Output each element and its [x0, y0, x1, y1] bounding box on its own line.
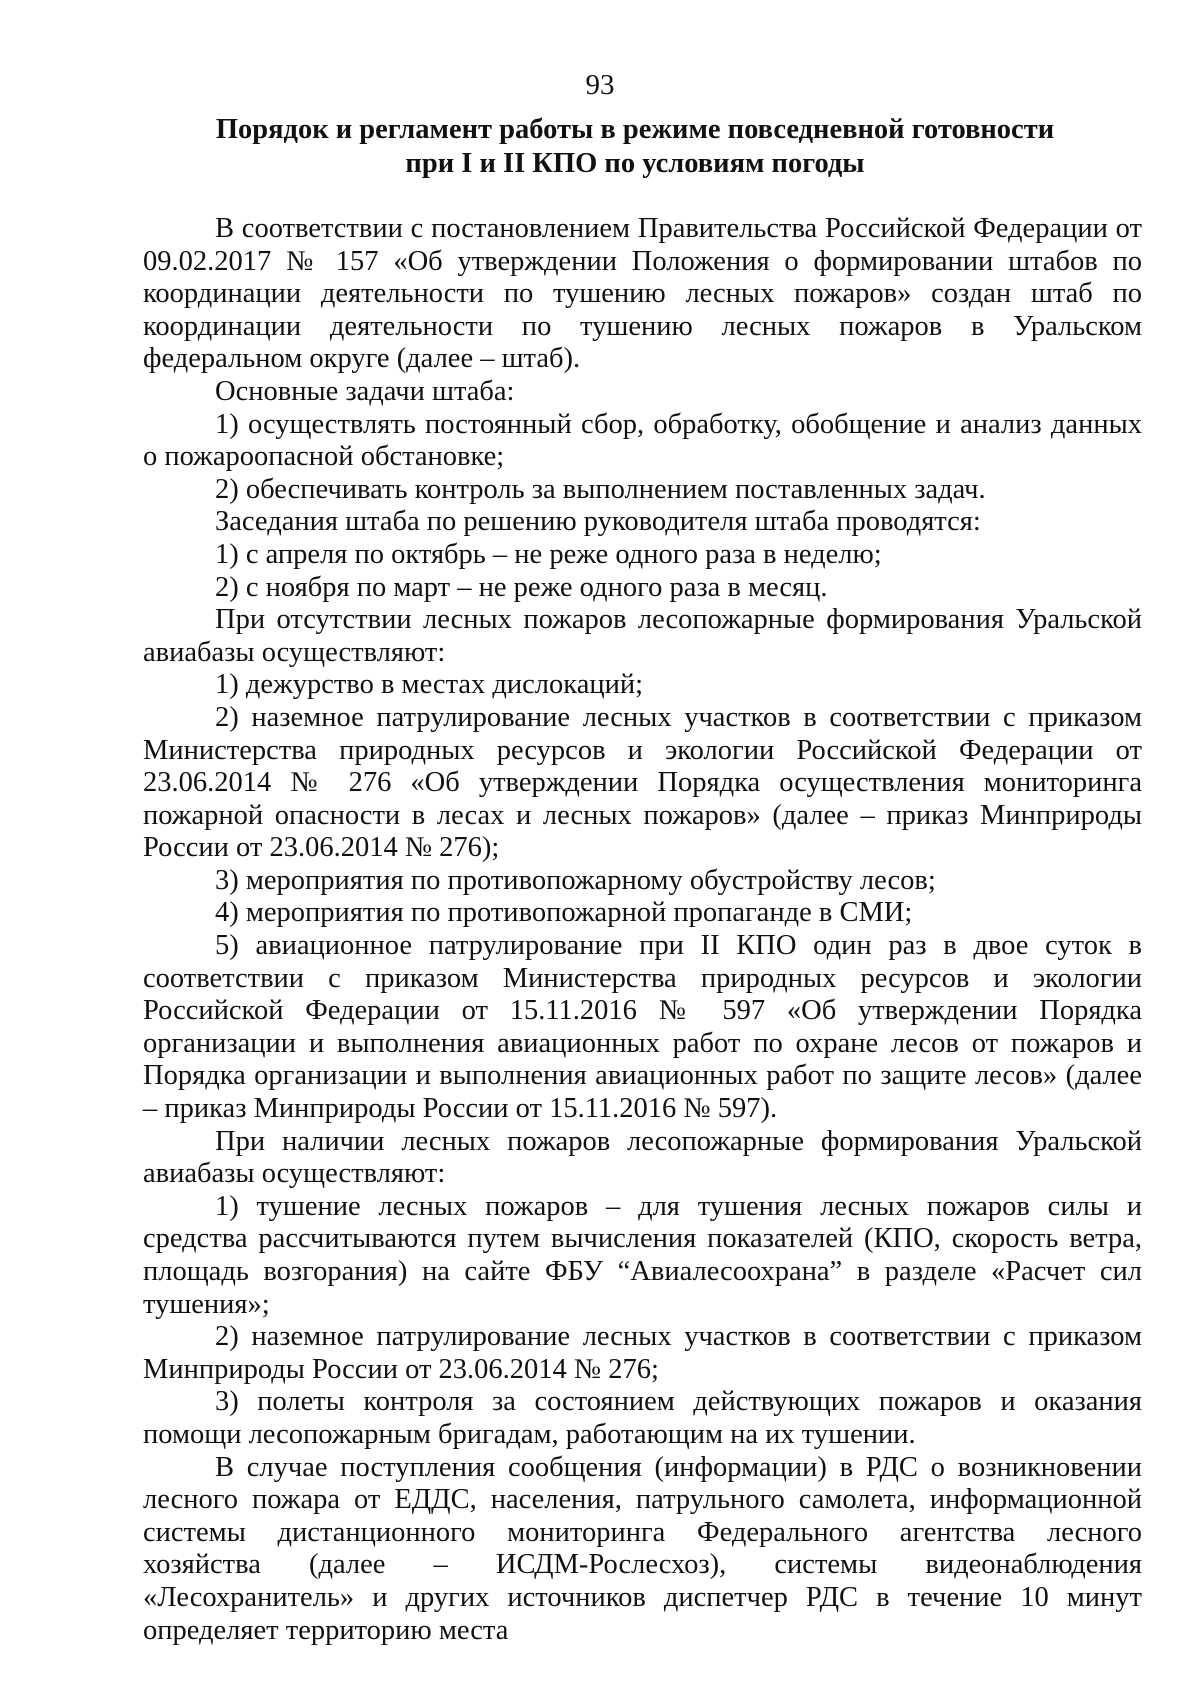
title-line-1: Порядок и регламент работы в режиме повседневной готовности	[215, 114, 1055, 145]
title-line-2: при I и II КПО по условиям погоды	[405, 147, 865, 179]
paragraph-meetings-heading: Заседания штаба по решению руководителя штаба проводятся:	[215, 506, 981, 538]
paragraph-fires-3: 3) полеты контроля за состоянием действующих пожаров и оказания помощи лесопожарным бригадам, работающим на их тушении.	[143, 1386, 1142, 1450]
paragraph-meetings-2: 2) с ноября по март – не реже одного раза в месяц.	[215, 571, 828, 603]
paragraph-fires-heading: При наличии лесных пожаров лесопожарные формирования Уральской авиабазы осуществляют:	[143, 1125, 1142, 1190]
page-number: 93	[585, 69, 615, 101]
document-title	[140, 113, 1130, 180]
paragraph-no-fires-3: 3) мероприятия по противопожарному обустройству лесов;	[215, 864, 936, 896]
paragraph-task-1: 1) осуществлять постоянный сбор, обработку, обобщение и анализ данных о пожароопасной обстановке;	[143, 408, 1142, 473]
paragraph-fires-1: 1) тушение лесных пожаров – для тушения лесных пожаров силы и средства рассчитываются путем вычисления показателей (КПО, скорость ветра, площадь возгорания) на сайте ФБУ “Авиалесоохрана” в разделе «Расчет сил тушения»;	[143, 1190, 1142, 1320]
paragraph-report-procedure: В случае поступления сообщения (информации) в РДС о возникновении лесного пожара от ЕДДС, населения, патрульного самолета, информационной системы дистанционного мониторинга Федерального агентства лесного хозяйства (далее – ИСДМ-Рослесхоз), системы видеонаблюдения «Лесохранитель» и других источников диспетчер РДС в течение 10 минут определяет территорию места	[143, 1451, 1142, 1646]
paragraph-no-fires-5: 5) авиационное патрулирование при II КПО один раз в двое суток в соответствии с приказом Министерства природных ресурсов и экологии Российской Федерации от 15.11.2016 № 597 «Об утверждении Порядка организации и выполнения авиационных работ по охране лесов от пожаров и Порядка организации и выполнения авиационных работ по защите лесов» (далее – приказ Минприроды России от 15.11.2016 № 597).	[143, 930, 1142, 1125]
paragraph-no-fires-heading: При отсутствии лесных пожаров лесопожарные формирования Уральской авиабазы осуществляют:	[143, 604, 1142, 668]
paragraph-tasks-heading: Основные задачи штаба:	[215, 375, 515, 407]
paragraph-meetings-1: 1) с апреля по октябрь – не реже одного раза в неделю;	[215, 538, 882, 570]
paragraph-no-fires-4: 4) мероприятия по противопожарной пропаганде в СМИ;	[215, 897, 913, 929]
document-body	[143, 213, 1142, 1647]
paragraph-decree: В соответствии с постановлением Правительства Российской Федерации от 09.02.2017 № 157 «Об утверждении Положения о формировании штабов по координации деятельности по тушению лесных пожаров» создан штаб по координации деятельности по тушению лесных пожаров в Уральском федеральном округе (далее – штаб).	[143, 213, 1142, 375]
paragraph-no-fires-1: 1) дежурство в местах дислокаций;	[215, 669, 644, 701]
paragraph-task-2: 2) обеспечивать контроль за выполнением поставленных задач.	[215, 473, 986, 505]
paragraph-no-fires-2: 2) наземное патрулирование лесных участков в соответствии с приказом Министерства природных ресурсов и экологии Российской Федерации от 23.06.2014 № 276 «Об утверждении Порядка осуществления мониторинга пожарной опасности в лесах и лесных пожаров» (далее – приказ Минприроды России от 23.06.2014 № 276);	[143, 701, 1142, 864]
paragraph-fires-2: 2) наземное патрулирование лесных участков в соответствии с приказом Минприроды России от 23.06.2014 № 276;	[143, 1321, 1142, 1385]
